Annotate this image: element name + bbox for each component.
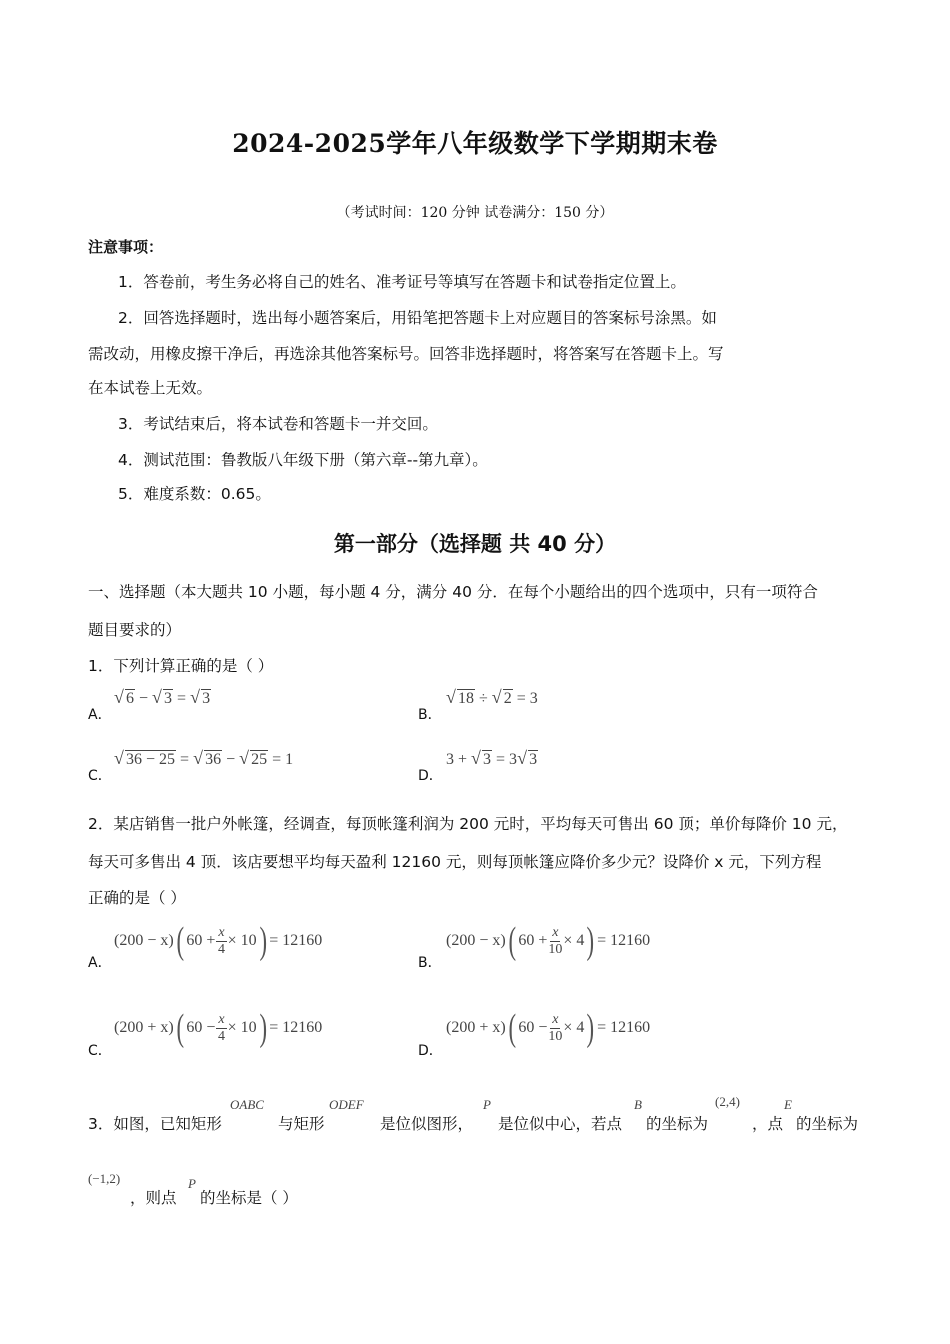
q1-option-a-label: A． xyxy=(88,707,112,723)
question-2-stem-cont: 每天可多售出 4 顶．该店要想平均每天盈利 12160 元，则每顶帐篷应降价多少元？设降价 x 元，下列方程 xyxy=(88,853,822,871)
question-3-text: 与矩形 xyxy=(278,1115,325,1133)
note-item: 5．难度系数：0.65。 xyxy=(118,485,271,503)
q1-option-b-formula: √ 18 ÷ √ 2 = 3 xyxy=(446,687,538,707)
question-3-text: 的坐标是（ ） xyxy=(200,1189,298,1207)
section-instructions: 一、选择题（本大题共 10 小题，每小题 4 分，满分 40 分．在每个小题给出的四个选项中，只有一项符合 xyxy=(88,583,818,601)
note-item: 需改动，用橡皮擦干净后，再选涂其他答案标号。回答非选择题时，将答案写在答题卡上。写 xyxy=(88,345,724,363)
question-2-stem-end: 正确的是（ ） xyxy=(88,889,186,907)
notes-heading: 注意事项： xyxy=(88,238,164,256)
q3-math-coord-b: (2,4) xyxy=(715,1094,740,1109)
q2-option-d-label: D． xyxy=(418,1043,443,1059)
page-title: 2024-2025学年八年级数学下学期期末卷 xyxy=(232,129,718,158)
note-item: 4．测试范围：鲁教版八年级下册（第六章--第九章）。 xyxy=(118,451,488,469)
q1-option-d-formula: 3 + √ 3 = 3 √ 3 xyxy=(446,748,538,768)
question-3-text: 的坐标为 xyxy=(796,1115,859,1133)
question-1-stem: 1．下列计算正确的是（ ） xyxy=(88,657,274,675)
question-3-text: 是位似图形， xyxy=(380,1115,474,1133)
note-item: 1．答卷前，考生务必将自己的姓名、准考证号等填写在答题卡和试卷指定位置上。 xyxy=(118,273,686,291)
q2-option-b-label: B． xyxy=(418,955,442,971)
q1-option-c-formula: √ 36 − 25 = √ 36 − √ 25 = 1 xyxy=(114,748,294,768)
q1-option-b-label: B． xyxy=(418,707,442,723)
q3-math-point-p: P xyxy=(188,1176,196,1191)
q3-math-coord-e: (−1,2) xyxy=(88,1171,121,1186)
part-heading: 第一部分（选择题 共 40 分） xyxy=(333,532,617,556)
q2-option-a-label: A． xyxy=(88,955,112,971)
q3-math-rect2: ODEF xyxy=(329,1097,364,1112)
exam-info: （考试时间：120 分钟 试卷满分：150 分） xyxy=(336,205,614,221)
question-3-text: 3．如图，已知矩形 xyxy=(88,1115,222,1133)
q3-math-point-b: B xyxy=(634,1097,642,1112)
q2-option-c-label: C． xyxy=(88,1043,112,1059)
question-3-text: ，点 xyxy=(752,1115,784,1133)
question-3-text: 的坐标为 xyxy=(646,1115,709,1133)
note-item: 在本试卷上无效。 xyxy=(88,379,213,397)
q2-option-b-formula: (200 − x) ( 60 + $\frac{x}{10}$ × 4 ) = 12160 xyxy=(446,920,651,962)
question-3-text: 是位似中心，若点 xyxy=(498,1115,623,1133)
q3-math-rect1: OABC xyxy=(230,1097,264,1112)
question-2-stem: 2．某店销售一批户外帐篷，经调查，每顶帐篷利润为 200 元时，平均每天可售出 60 顶；单价每降价 10 元， xyxy=(88,815,848,833)
section-instructions-cont: 题目要求的） xyxy=(88,621,182,639)
q3-math-point-e: E xyxy=(784,1097,792,1112)
q1-option-a-formula: √ 6 − √ 3 = √ 3 xyxy=(114,687,211,707)
question-3-text: ，则点 xyxy=(130,1189,177,1207)
q2-option-c-formula: (200 + x) ( 60 − $\frac{x}{4}$ × 10 ) = 12160 xyxy=(114,1007,323,1049)
q2-option-a-formula: (200 − x) ( 60 + $\frac{x}{4}$ × 10 ) = 12160 xyxy=(114,920,323,962)
q3-math-point-p: P xyxy=(483,1097,491,1112)
note-item: 3．考试结束后，将本试卷和答题卡一并交回。 xyxy=(118,415,438,433)
q1-option-d-label: D． xyxy=(418,768,443,784)
q2-option-d-formula: (200 + x) ( 60 − $\frac{x}{10}$ × 4 ) = 12160 xyxy=(446,1007,651,1049)
q1-option-c-label: C． xyxy=(88,768,112,784)
note-item: 2．回答选择题时，选出每小题答案后，用铅笔把答题卡上对应题目的答案标号涂黑。如 xyxy=(118,309,717,327)
